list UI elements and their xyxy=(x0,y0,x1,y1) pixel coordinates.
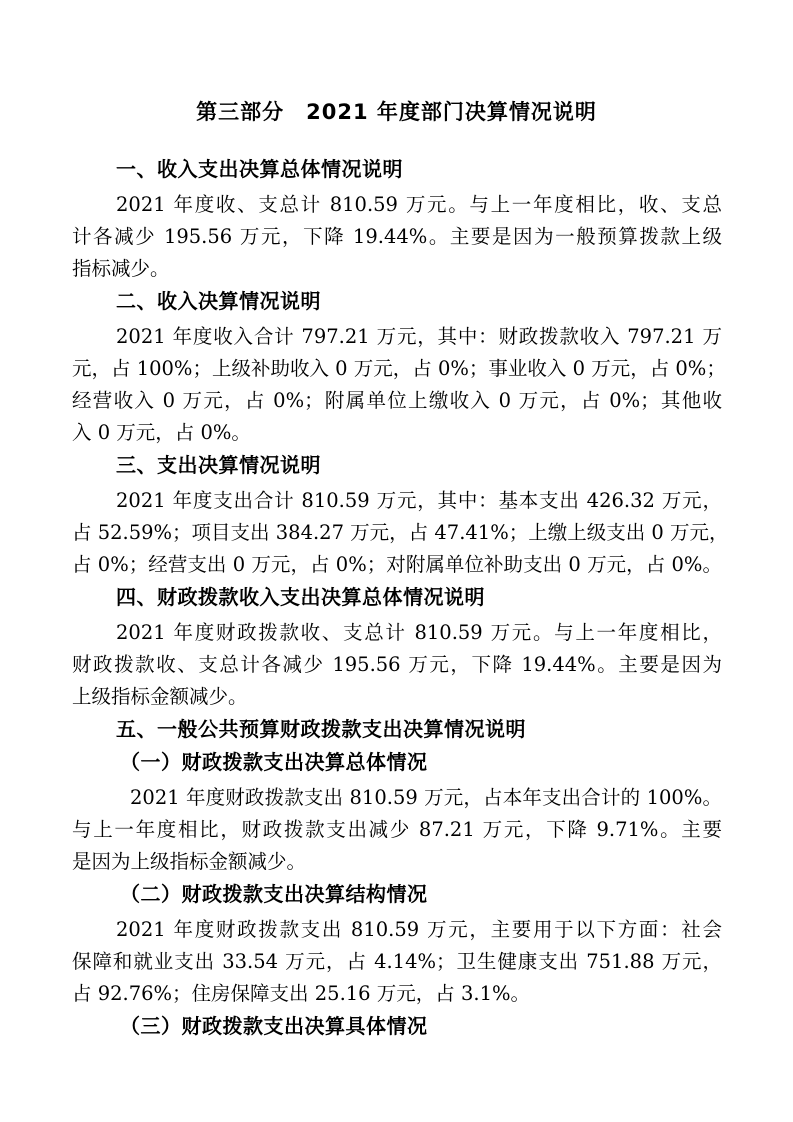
section-heading-fiscal-allocation-overview: 四、财政拨款收入支出决算总体情况说明 xyxy=(116,585,485,609)
section-heading-general-budget: 五、一般公共预算财政拨款支出决算情况说明 xyxy=(116,717,526,741)
paragraph-line: 2021 年度财政拨款支出 810.59 万元，主要用于以下方面：社会 xyxy=(116,918,722,941)
section-heading-expenditure: 三、支出决算情况说明 xyxy=(116,453,321,477)
subsection-heading-overall: （一）财政拨款支出决算总体情况 xyxy=(120,750,428,774)
paragraph-line: 占 92.76%；住房保障支出 25.16 万元，占 3.1%。 xyxy=(72,982,531,1005)
paragraph-line: 2021 年度财政拨款收、支总计 810.59 万元。与上一年度相比， xyxy=(116,621,722,644)
section-heading-income-expenditure-overview: 一、收入支出决算总体情况说明 xyxy=(116,157,403,181)
paragraph-line: 经营收入 0 万元，占 0%；附属单位上缴收入 0 万元，占 0%；其他收 xyxy=(72,389,722,412)
paragraph-line: 计各减少 195.56 万元，下降 19.44%。主要是因为一般预算拨款上级 xyxy=(72,225,722,248)
paragraph-line: 上级指标金额减少。 xyxy=(72,685,248,708)
paragraph-line: 2021 年度支出合计 810.59 万元，其中：基本支出 426.32 万元， xyxy=(116,489,722,512)
paragraph-line: 保障和就业支出 33.54 万元，占 4.14%；卫生健康支出 751.88 万元， xyxy=(72,950,722,973)
subsection-heading-details: （三）财政拨款支出决算具体情况 xyxy=(120,1014,428,1038)
paragraph-line: 2021 年度收入合计 797.21 万元，其中：财政拨款收入 797.21 万 xyxy=(116,325,722,348)
paragraph-line: 是因为上级指标金额减少。 xyxy=(72,850,307,873)
paragraph-line: 占 52.59%；项目支出 384.27 万元，占 47.41%；上缴上级支出 0 万元， xyxy=(72,521,729,544)
section-heading-income: 二、收入决算情况说明 xyxy=(116,289,321,313)
paragraph-line: 指标减少。 xyxy=(72,257,170,280)
paragraph-line: 2021 年度收、支总计 810.59 万元。与上一年度相比，收、支总 xyxy=(116,193,722,216)
paragraph-line: 财政拨款收、支总计各减少 195.56 万元，下降 19.44%。主要是因为 xyxy=(72,653,722,676)
paragraph-line: 入 0 万元，占 0%。 xyxy=(72,421,251,444)
page-title: 第三部分 2021 年度部门决算情况说明 xyxy=(196,100,597,124)
paragraph-line: 2021 年度财政拨款支出 810.59 万元，占本年支出合计的 100%。 xyxy=(130,786,722,809)
paragraph-line: 占 0%；经营支出 0 万元，占 0%；对附属单位补助支出 0 万元，占 0%。 xyxy=(72,553,722,576)
paragraph-line: 与上一年度相比，财政拨款支出减少 87.21 万元，下降 9.71%。主要 xyxy=(72,818,722,841)
paragraph-line: 元，占 100%；上级补助收入 0 万元，占 0%；事业收入 0 万元，占 0%； xyxy=(72,357,726,380)
subsection-heading-structure: （二）财政拨款支出决算结构情况 xyxy=(120,882,428,906)
